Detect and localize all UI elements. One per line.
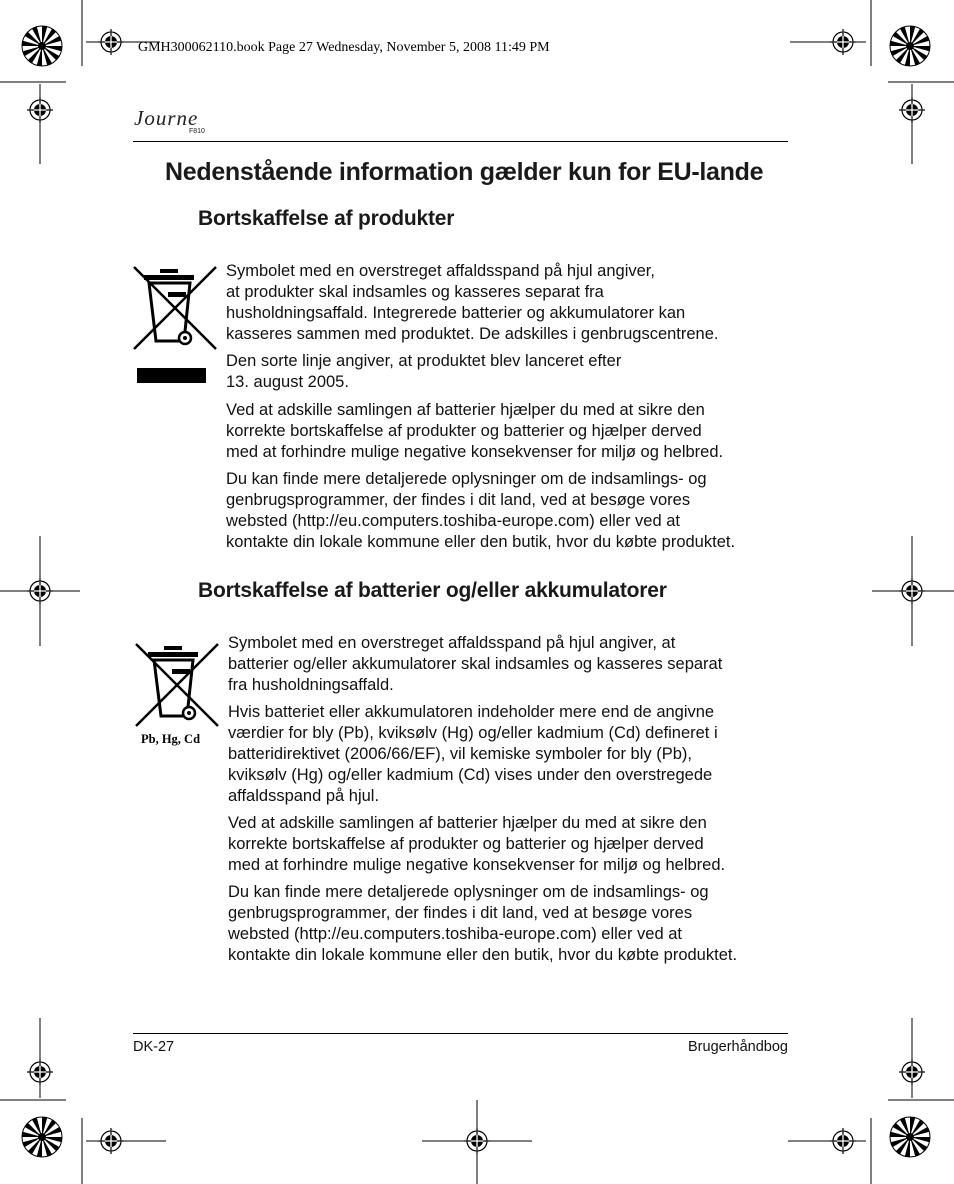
s1-paragraph-3: Ved at adskille samlingen af batterier hjælper du med at sikre den korrekte bortskaffelse af produkter og batterier og hjælper derved med at forhindre mulige negative konsekvenser for miljø og helbred.	[226, 401, 724, 461]
s1-paragraph-2: Den sorte linje angiver, at produktet blev lanceret efter 13. august 2005.	[226, 352, 622, 391]
s1-paragraph-4: Du kan finde mere detaljerede oplysninger om de indsamlings- og genbrugsprogrammer, der findes i dit land, ved at besøge vores websted (http://eu.computers.toshiba-europe.com) eller ved at kontakte din lokale kommune eller den butik, hvor du købte produktet.	[226, 470, 736, 551]
header-rule	[133, 141, 788, 142]
manual-name: Brugerhåndbog	[688, 1039, 788, 1055]
s2-paragraph-3: Ved at adskille samlingen af batterier hjælper du med at sikre den korrekte bortskaffelse af produkter og batterier og hjælper derved med at forhindre mulige negative konsekvenser for miljø og helbred.	[228, 814, 726, 874]
s2-paragraph-2: Hvis batteriet eller akkumulatoren indeholder mere end de angivne værdier for bly (Pb), kviksølv (Hg) og/eller kadmium (Cd) defineret i batteridirektivet (2006/66/EF), vil kemiske symboler for bly (Pb), kviksølv (Hg) og/eller kadmium (Cd) vises under den overstregede affaldsspand på hjul.	[228, 703, 718, 805]
black-line-bar	[137, 368, 206, 383]
page-number: DK-27	[133, 1039, 175, 1055]
s2-paragraph-1: Symbolet med en overstreget affaldsspand på hjul angiver, at batterier og/eller akkumulatorer skal indsamles og kasseres separat fra husholdningsaffald.	[228, 634, 723, 694]
model-label: F810	[189, 128, 205, 135]
journe-logo-script: Journe	[134, 106, 199, 130]
s2-paragraph-4: Du kan finde mere detaljerede oplysninger om de indsamlings- og genbrugsprogrammer, der findes i dit land, ved at besøge vores websted (http://eu.computers.toshiba-europe.com) eller ved at kontakte din lokale kommune eller den butik, hvor du købte produktet.	[228, 883, 738, 964]
s1-paragraph-1: Symbolet med en overstreget affaldsspand på hjul angiver, at produkter skal indsamles og kasseres separat fra husholdningsaffald. Integrerede batterier og akkumulatorer kan kasseres sammen med produktet. De adskilles i genbrugscentrene.	[226, 262, 719, 343]
page-title: Nedenstående information gælder kun for EU-lande	[165, 158, 764, 186]
footer-rule	[133, 1033, 788, 1034]
section-heading-batteries: Bortskaffelse af batterier og/eller akkumulatorer	[198, 579, 667, 602]
chemical-symbols-caption: Pb, Hg, Cd	[141, 732, 201, 746]
print-info-line: GMH300062110.book Page 27 Wednesday, November 5, 2008 11:49 PM	[138, 40, 550, 55]
section-heading-products: Bortskaffelse af produkter	[198, 207, 455, 230]
crossed-out-wheelie-bin-icon-batteries	[134, 638, 220, 730]
crossed-out-wheelie-bin-icon	[132, 263, 218, 357]
